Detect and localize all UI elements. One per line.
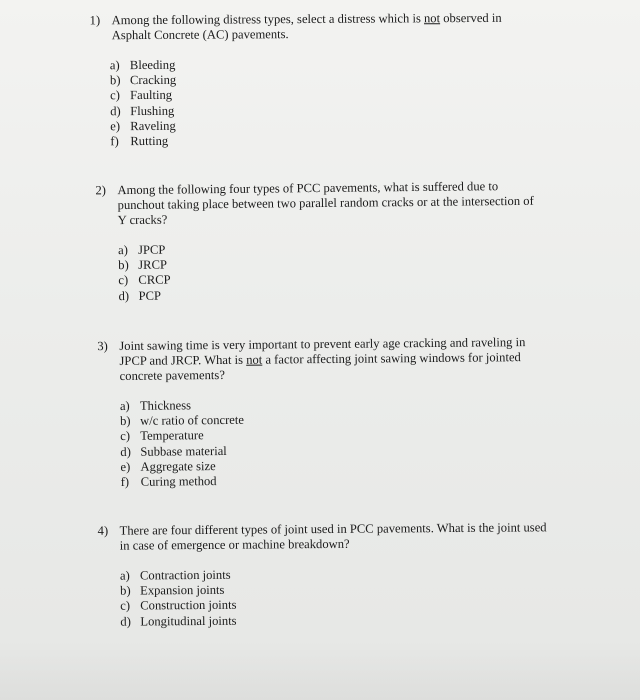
options-list (110, 56, 531, 150)
option-label: c) (110, 88, 120, 103)
option-text: Aggregate size (140, 458, 216, 474)
option-text: Subbase material (140, 443, 227, 459)
option-text: Flushing (130, 103, 175, 118)
question-number: 2) (95, 183, 107, 198)
option-label: a) (109, 58, 120, 73)
emphasis-text: not (246, 352, 263, 367)
option-label: d) (110, 103, 121, 118)
option-label: d) (120, 614, 131, 629)
option-label: d) (120, 444, 131, 459)
option-text: Expansion joints (140, 583, 225, 598)
option-text: Temperature (140, 428, 204, 444)
option-label: a) (119, 568, 130, 583)
question-text-part: Among the following four types of PCC pavements, what is suffered due to punchout taking place between two parallel random cracks or at the intersection of Y cracks? (117, 179, 534, 228)
emphasis-text: not (423, 11, 441, 26)
question-text (112, 11, 530, 44)
question-3-prompt (97, 335, 552, 384)
option-text: Contraction joints (139, 567, 231, 583)
question-number: 3) (97, 339, 108, 354)
question-1 (90, 11, 531, 150)
option-item (110, 132, 530, 150)
option-text: w/c ratio of concrete (140, 412, 244, 428)
question-4 (98, 520, 559, 629)
option-text: CRCP (138, 272, 171, 288)
option-text: Cracking (129, 73, 177, 88)
options-list (120, 395, 554, 490)
option-text: JRCP (138, 257, 168, 273)
page-shadow (0, 640, 640, 700)
option-text: Construction joints (140, 598, 237, 613)
option-text: Faulting (130, 88, 173, 103)
option-text: Rutting (130, 133, 169, 149)
option-text: Curing method (140, 474, 217, 489)
option-label: a) (119, 398, 130, 413)
option-label: d) (118, 288, 130, 303)
option-label: c) (120, 598, 131, 614)
option-item (118, 284, 544, 304)
question-text-part: Among the following distress types, select a distress which is (111, 11, 425, 28)
option-label: b) (120, 583, 131, 598)
question-3 (97, 335, 553, 491)
question-2-prompt (95, 179, 543, 229)
option-label: e) (110, 118, 121, 134)
question-text-part: observed in Asphalt Concrete (AC) pavements. (111, 10, 502, 43)
option-text: Raveling (130, 118, 176, 133)
question-number: 4) (97, 523, 109, 538)
question-text-part: a factor affecting joint sawing windows for jointed concrete pavements? (119, 350, 521, 383)
option-label: e) (120, 459, 131, 474)
option-label: a) (118, 243, 128, 258)
option-label: b) (109, 73, 121, 88)
option-label: f) (120, 474, 130, 489)
question-text (117, 179, 543, 228)
option-label: c) (118, 273, 129, 288)
option-label: c) (120, 429, 131, 444)
question-number: 1) (89, 13, 101, 28)
option-label: f) (110, 134, 119, 149)
option-item (121, 471, 554, 490)
option-text: Thickness (139, 398, 192, 413)
question-text (120, 520, 558, 553)
question-text (119, 335, 552, 384)
options-list (118, 239, 545, 304)
question-2 (95, 179, 544, 304)
option-label: b) (120, 414, 131, 429)
option-text: Bleeding (129, 57, 176, 73)
options-list (120, 565, 558, 629)
option-text: JPCP (138, 242, 166, 257)
question-text-part: There are four different types of joint used in PCC pavements. What is the joint used in case of emergence or machine breakdown? (119, 520, 547, 553)
question-text-part: Joint sawing time is very important to prevent early age cracking and raveling in JPCP and JRCP. What is (119, 335, 526, 368)
option-label: b) (118, 258, 129, 273)
option-text: Longitudinal joints (140, 613, 237, 629)
question-4-prompt (98, 520, 558, 554)
option-text: PCP (138, 288, 162, 303)
option-item (120, 611, 558, 630)
question-1-prompt (90, 11, 530, 44)
